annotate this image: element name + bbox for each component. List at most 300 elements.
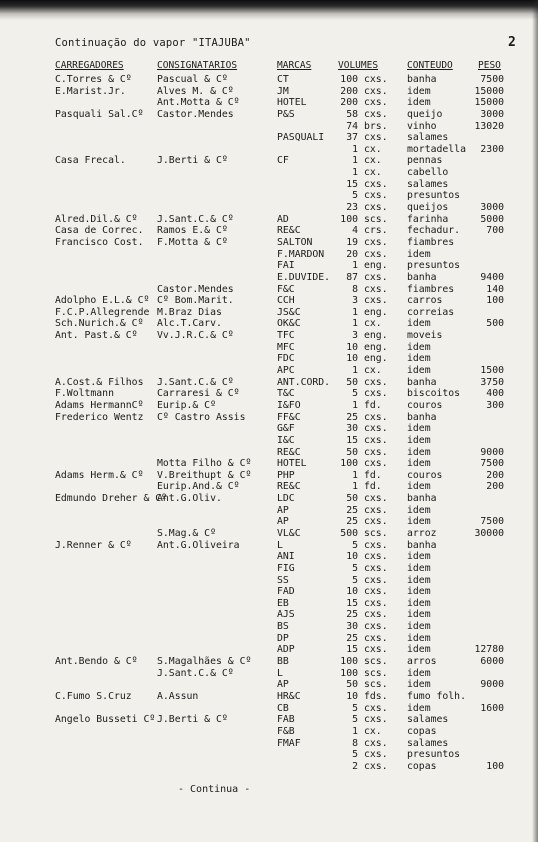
volume-qty-cell: 20 — [346, 248, 358, 260]
table-row — [0, 214, 538, 226]
peso-cell: 7500 — [480, 458, 504, 470]
marca-cell: DP — [277, 632, 289, 644]
table-row — [0, 342, 538, 354]
continuation-note: - Continua - — [178, 784, 251, 795]
conteudo-cell: idem — [407, 586, 431, 598]
volume-unit-cell: cxs. — [364, 574, 388, 586]
consignatario-cell: A.Assun — [157, 690, 199, 702]
volume-qty-cell: 25 — [346, 632, 358, 644]
volume-qty-cell: 5 — [352, 702, 358, 714]
peso-cell: 300 — [486, 399, 504, 411]
table-row — [0, 528, 538, 540]
conteudo-cell: idem — [407, 318, 431, 330]
volume-qty-cell: 100 — [340, 74, 358, 85]
carregador-cell: A.Cost.& Filhos — [55, 376, 144, 388]
volume-qty-cell: 10 — [346, 551, 358, 563]
volume-unit-cell: cxs. — [364, 236, 388, 248]
volume-qty-cell: 2 — [352, 760, 358, 772]
marca-cell: F&C — [277, 283, 295, 295]
peso-cell: 9000 — [480, 446, 504, 458]
consignatario-cell: J.Sant.C.& Cº — [157, 667, 234, 679]
carregador-cell: Ant. Past.& Cº — [55, 330, 138, 342]
marca-cell: F&B — [277, 725, 295, 737]
conteudo-cell: banha — [407, 74, 437, 85]
volume-qty-cell: 5 — [352, 190, 358, 202]
volume-qty-cell: 87 — [346, 271, 358, 283]
volume-unit-cell: cxs. — [364, 248, 388, 260]
carregador-cell: Frederico Wentz — [55, 411, 144, 423]
marca-cell: JM — [277, 85, 289, 97]
consignatario-cell: Ant.G.Oliv. — [157, 493, 222, 505]
volume-qty-cell: 200 — [340, 85, 358, 97]
table-row — [0, 609, 538, 621]
peso-cell: 7500 — [480, 516, 504, 528]
volume-qty-cell: 25 — [346, 609, 358, 621]
volume-qty-cell: 1 — [352, 469, 358, 481]
marca-cell: FIG — [277, 562, 295, 574]
consignatario-cell: Eurip.And.& Cº — [157, 481, 240, 493]
conteudo-cell: copas — [407, 760, 437, 772]
volume-unit-cell: cxs. — [364, 202, 388, 214]
volume-qty-cell: 50 — [346, 493, 358, 505]
carregador-cell: C.Fumo S.Cruz — [55, 690, 132, 702]
marca-cell: RE&C — [277, 225, 301, 237]
marca-cell: P&S — [277, 108, 295, 120]
volume-qty-cell: 10 — [346, 353, 358, 365]
volume-qty-cell: 1 — [352, 260, 358, 272]
peso-cell: 1500 — [480, 365, 504, 377]
consignatario-cell: Castor.Mendes — [157, 108, 234, 120]
table-row — [0, 400, 538, 412]
peso-cell: 7500 — [480, 74, 504, 85]
peso-cell: 140 — [486, 283, 504, 295]
table-row — [0, 656, 538, 668]
marca-cell: FAI — [277, 260, 295, 272]
table-row — [0, 109, 538, 121]
peso-cell: 15000 — [474, 97, 504, 109]
marca-cell: JS&C — [277, 306, 301, 318]
volume-unit-cell: eng. — [364, 353, 388, 365]
volume-qty-cell: 1 — [352, 399, 358, 411]
table-row — [0, 249, 538, 261]
volume-qty-cell: 15 — [346, 178, 358, 190]
conteudo-cell: fumo folh. — [407, 690, 466, 702]
volume-qty-cell: 10 — [346, 586, 358, 598]
volume-unit-cell: cxs. — [364, 190, 388, 202]
conteudo-cell: fiambres — [407, 283, 455, 295]
volume-qty-cell: 100 — [340, 656, 358, 668]
marca-cell: EB — [277, 597, 289, 609]
column-header-carregadores: CARREGADORES — [55, 60, 124, 71]
consignatario-cell: Vv.J.R.C.& Cº — [157, 330, 234, 342]
marca-cell: CF — [277, 155, 289, 167]
marca-cell: I&FO — [277, 399, 301, 411]
table-row — [0, 679, 538, 691]
table-row — [0, 237, 538, 249]
conteudo-cell: idem — [407, 562, 431, 574]
carregador-cell: F.C.P.Allegrende — [55, 306, 150, 318]
volume-qty-cell: 100 — [340, 667, 358, 679]
table-row — [0, 621, 538, 633]
carregador-cell: Edmundo Dreher & Cº — [55, 493, 168, 505]
marca-cell: L — [277, 539, 283, 551]
peso-cell: 13020 — [474, 120, 504, 132]
table-row — [0, 74, 538, 86]
peso-cell: 700 — [486, 225, 504, 237]
volume-unit-cell: cxs. — [364, 446, 388, 458]
peso-cell: 30000 — [474, 527, 504, 539]
volume-qty-cell: 1 — [352, 306, 358, 318]
conteudo-cell: moveis — [407, 330, 443, 342]
consignatario-cell: Eurip.& Cº — [157, 399, 216, 411]
volume-unit-cell: eng. — [364, 330, 388, 342]
marca-cell: AJS — [277, 609, 295, 621]
marca-cell: BB — [277, 656, 289, 668]
carregador-cell: F.Woltmann — [55, 388, 114, 400]
peso-cell: 5000 — [480, 213, 504, 225]
table-row — [0, 749, 538, 761]
table-row — [0, 575, 538, 587]
volume-qty-cell: 50 — [346, 679, 358, 691]
volume-unit-cell: fd. — [364, 469, 382, 481]
volume-unit-cell: cx. — [364, 725, 382, 737]
table-row — [0, 284, 538, 296]
volume-unit-cell: cx. — [364, 365, 382, 377]
consignatario-cell: J.Sant.C.& Cº — [157, 213, 234, 225]
conteudo-cell: salames — [407, 714, 449, 726]
conteudo-cell: couros — [407, 469, 443, 481]
conteudo-cell: idem — [407, 574, 431, 586]
carregador-cell: E.Marist.Jr. — [55, 85, 126, 97]
column-header-conteudo: CONTEUDO — [407, 60, 453, 71]
consignatario-cell: F.Motta & Cº — [157, 236, 228, 248]
table-row — [0, 644, 538, 656]
consignatario-cell: Ant.G.Oliveira — [157, 539, 240, 551]
scan-top-edge — [0, 0, 538, 20]
volume-qty-cell: 50 — [346, 446, 358, 458]
conteudo-cell: idem — [407, 365, 431, 377]
volume-unit-cell: scs. — [364, 527, 388, 539]
table-row — [0, 540, 538, 552]
table-row — [0, 435, 538, 447]
volume-qty-cell: 10 — [346, 341, 358, 353]
volume-unit-cell: cxs. — [364, 434, 388, 446]
table-row — [0, 225, 538, 237]
volume-qty-cell: 1 — [352, 365, 358, 377]
conteudo-cell: idem — [407, 551, 431, 563]
volume-unit-cell: cx. — [364, 318, 382, 330]
volume-qty-cell: 200 — [340, 97, 358, 109]
consignatario-cell: Cº Castro Assis — [157, 411, 246, 423]
column-header-consignatarios: CONSIGNATARIOS — [157, 60, 238, 71]
table-row — [0, 563, 538, 575]
volume-unit-cell: cxs. — [364, 108, 388, 120]
volume-unit-cell: cxs. — [364, 97, 388, 109]
consignatario-cell: Cº Bom.Marit. — [157, 295, 234, 307]
conteudo-cell: idem — [407, 446, 431, 458]
table-row — [0, 155, 538, 167]
volume-qty-cell: 3 — [352, 295, 358, 307]
volume-qty-cell: 30 — [346, 621, 358, 633]
volume-unit-cell: scs. — [364, 656, 388, 668]
table-row — [0, 388, 538, 400]
volume-unit-cell: eng. — [364, 341, 388, 353]
volume-unit-cell: cxs. — [364, 516, 388, 528]
marca-cell: HOTEL — [277, 458, 307, 470]
conteudo-cell: salames — [407, 737, 449, 749]
peso-cell: 6000 — [480, 656, 504, 668]
volume-unit-cell: eng. — [364, 306, 388, 318]
peso-cell: 100 — [486, 760, 504, 772]
volume-qty-cell: 1 — [352, 318, 358, 330]
marca-cell: FAB — [277, 714, 295, 726]
conteudo-cell: idem — [407, 97, 431, 109]
table-row — [0, 179, 538, 191]
volume-unit-cell: scs. — [364, 667, 388, 679]
marca-cell: RE&C — [277, 446, 301, 458]
table-row — [0, 307, 538, 319]
volume-qty-cell: 8 — [352, 283, 358, 295]
table-row — [0, 493, 538, 505]
peso-cell: 3750 — [480, 376, 504, 388]
carregador-cell: Alred.Dil.& Cº — [55, 213, 138, 225]
volume-unit-cell: cxs. — [364, 760, 388, 772]
conteudo-cell: banha — [407, 376, 437, 388]
table-row — [0, 481, 538, 493]
peso-cell: 15000 — [474, 85, 504, 97]
conteudo-cell: copas — [407, 725, 437, 737]
table-row — [0, 365, 538, 377]
consignatario-cell: J.Sant.C.& Cº — [157, 376, 234, 388]
marca-cell: OK&C — [277, 318, 301, 330]
table-row — [0, 551, 538, 563]
marca-cell: PASQUALI — [277, 132, 325, 144]
volume-unit-cell: cxs. — [364, 714, 388, 726]
volume-qty-cell: 37 — [346, 132, 358, 144]
conteudo-cell: biscoitos — [407, 388, 461, 400]
volume-unit-cell: cxs. — [364, 644, 388, 656]
conteudo-cell: idem — [407, 85, 431, 97]
conteudo-cell: presuntos — [407, 190, 461, 202]
consignatario-cell: M.Braz Dias — [157, 306, 222, 318]
peso-cell: 12780 — [474, 644, 504, 656]
conteudo-cell: idem — [407, 341, 431, 353]
conteudo-cell: carros — [407, 295, 443, 307]
table-row — [0, 86, 538, 98]
table-row — [0, 260, 538, 272]
conteudo-cell: arroz — [407, 527, 437, 539]
marca-cell: HOTEL — [277, 97, 307, 109]
marca-cell: MFC — [277, 341, 295, 353]
marca-cell: SALTON — [277, 236, 313, 248]
marca-cell: FDC — [277, 353, 295, 365]
volume-unit-cell: brs. — [364, 120, 388, 132]
conteudo-cell: idem — [407, 621, 431, 633]
table-row — [0, 703, 538, 715]
marca-cell: HR&C — [277, 690, 301, 702]
conteudo-cell: mortadella — [407, 143, 466, 155]
table-row — [0, 353, 538, 365]
marca-cell: ANT.CORD. — [277, 376, 331, 388]
table-row — [0, 202, 538, 214]
carregador-cell: Ant.Bendo & Cº — [55, 656, 138, 668]
volume-unit-cell: crs. — [364, 225, 388, 237]
marca-cell: G&F — [277, 423, 295, 435]
conteudo-cell: idem — [407, 644, 431, 656]
volume-qty-cell: 3 — [352, 330, 358, 342]
volume-unit-cell: cxs. — [364, 609, 388, 621]
table-row — [0, 295, 538, 307]
volume-qty-cell: 100 — [340, 458, 358, 470]
carregador-cell: C.Torres & Cº — [55, 74, 132, 85]
marca-cell: AD — [277, 213, 289, 225]
volume-qty-cell: 19 — [346, 236, 358, 248]
marca-cell: CB — [277, 702, 289, 714]
consignatario-cell: S.Mag.& Cº — [157, 527, 216, 539]
conteudo-cell: idem — [407, 632, 431, 644]
peso-cell: 9000 — [480, 679, 504, 691]
carregador-cell: Francisco Cost. — [55, 236, 144, 248]
conteudo-cell: idem — [407, 423, 431, 435]
volume-qty-cell: 15 — [346, 644, 358, 656]
conteudo-cell: arros — [407, 656, 437, 668]
volume-qty-cell: 100 — [340, 213, 358, 225]
volume-unit-cell: fds. — [364, 690, 388, 702]
volume-unit-cell: cxs. — [364, 702, 388, 714]
marca-cell: CT — [277, 74, 289, 85]
volume-unit-cell: scs. — [364, 679, 388, 691]
table-row — [0, 121, 538, 133]
marca-cell: T&C — [277, 388, 295, 400]
consignatario-cell: Castor.Mendes — [157, 283, 234, 295]
volume-unit-cell: cx. — [364, 143, 382, 155]
volume-unit-cell: cxs. — [364, 376, 388, 388]
carregador-cell: Angelo Busseti Cº — [55, 714, 156, 726]
conteudo-cell: salames — [407, 132, 449, 144]
volume-unit-cell: cx. — [364, 167, 382, 179]
volume-unit-cell: cxs. — [364, 586, 388, 598]
volume-unit-cell: cxs. — [364, 132, 388, 144]
volume-unit-cell: cxs. — [364, 458, 388, 470]
volume-unit-cell: cxs. — [364, 295, 388, 307]
column-header-peso: PESO — [478, 60, 501, 71]
marca-cell: ANI — [277, 551, 295, 563]
conteudo-cell: couros — [407, 399, 443, 411]
volume-unit-cell: cxs. — [364, 737, 388, 749]
table-row — [0, 458, 538, 470]
marca-cell: SS — [277, 574, 289, 586]
volume-qty-cell: 23 — [346, 202, 358, 214]
table-row — [0, 132, 538, 144]
volume-unit-cell: cxs. — [364, 283, 388, 295]
marca-cell: LDC — [277, 493, 295, 505]
column-header-marcas: MARCAS — [277, 60, 312, 71]
table-row — [0, 167, 538, 179]
volume-qty-cell: 5 — [352, 388, 358, 400]
conteudo-cell: idem — [407, 597, 431, 609]
volume-unit-cell: cxs. — [364, 504, 388, 516]
volume-qty-cell: 5 — [352, 574, 358, 586]
consignatario-cell: S.Magalhães & Cº — [157, 656, 252, 668]
volume-unit-cell: cxs. — [364, 178, 388, 190]
table-row — [0, 318, 538, 330]
conteudo-cell: idem — [407, 481, 431, 493]
conteudo-cell: idem — [407, 434, 431, 446]
volume-unit-cell: cxs. — [364, 271, 388, 283]
conteudo-cell: pennas — [407, 155, 443, 167]
conteudo-cell: presuntos — [407, 749, 461, 761]
conteudo-cell: banha — [407, 271, 437, 283]
volume-unit-cell: eng. — [364, 260, 388, 272]
marca-cell: F.MARDON — [277, 248, 325, 260]
conteudo-cell: queijo — [407, 108, 443, 120]
table-row — [0, 633, 538, 645]
consignatario-cell: V.Breithupt & Cº — [157, 469, 252, 481]
peso-cell: 200 — [486, 469, 504, 481]
conteudo-cell: salames — [407, 178, 449, 190]
table-row — [0, 714, 538, 726]
page-title: Continuação do vapor "ITAJUBA" — [55, 37, 251, 49]
peso-cell: 500 — [486, 318, 504, 330]
volume-unit-cell: cxs. — [364, 423, 388, 435]
carregador-cell: Adolpho E.L.& Cº — [55, 295, 150, 307]
table-row — [0, 97, 538, 109]
manifest-table — [0, 74, 538, 772]
peso-cell: 3000 — [480, 108, 504, 120]
carregador-cell: Casa Frecal. — [55, 155, 126, 167]
consignatario-cell: Alves M. & Cº — [157, 85, 234, 97]
consignatario-cell: J.Berti & Cº — [157, 714, 228, 726]
consignatario-cell: Alc.T.Carv. — [157, 318, 222, 330]
volume-unit-cell: cxs. — [364, 749, 388, 761]
conteudo-cell: banha — [407, 493, 437, 505]
marca-cell: I&C — [277, 434, 295, 446]
marca-cell: L — [277, 667, 283, 679]
marca-cell: E.DUVIDE. — [277, 271, 331, 283]
peso-cell: 400 — [486, 388, 504, 400]
conteudo-cell: idem — [407, 504, 431, 516]
marca-cell: BS — [277, 621, 289, 633]
marca-cell: TFC — [277, 330, 295, 342]
conteudo-cell: idem — [407, 516, 431, 528]
volume-qty-cell: 1 — [352, 481, 358, 493]
carregador-cell: J.Renner & Cº — [55, 539, 132, 551]
consignatario-cell: Carraresi & Cº — [157, 388, 240, 400]
volume-unit-cell: cxs. — [364, 597, 388, 609]
table-row — [0, 691, 538, 703]
volume-unit-cell: cxs. — [364, 562, 388, 574]
table-row — [0, 377, 538, 389]
carregador-cell: Pasquali Sal.Cº — [55, 108, 144, 120]
carregador-cell: Adams Herm.& Cº — [55, 469, 144, 481]
marca-cell: VL&C — [277, 527, 301, 539]
volume-qty-cell: 74 — [346, 120, 358, 132]
volume-qty-cell: 25 — [346, 411, 358, 423]
volume-qty-cell: 1 — [352, 143, 358, 155]
conteudo-cell: idem — [407, 458, 431, 470]
table-row — [0, 598, 538, 610]
consignatario-cell: J.Berti & Cº — [157, 155, 228, 167]
volume-qty-cell: 1 — [352, 725, 358, 737]
marca-cell: ADP — [277, 644, 295, 656]
marca-cell: PHP — [277, 469, 295, 481]
page-number: 2 — [508, 35, 516, 50]
marca-cell: AP — [277, 504, 289, 516]
conteudo-cell: presuntos — [407, 260, 461, 272]
conteudo-cell: idem — [407, 667, 431, 679]
table-row — [0, 144, 538, 156]
volume-qty-cell: 58 — [346, 108, 358, 120]
